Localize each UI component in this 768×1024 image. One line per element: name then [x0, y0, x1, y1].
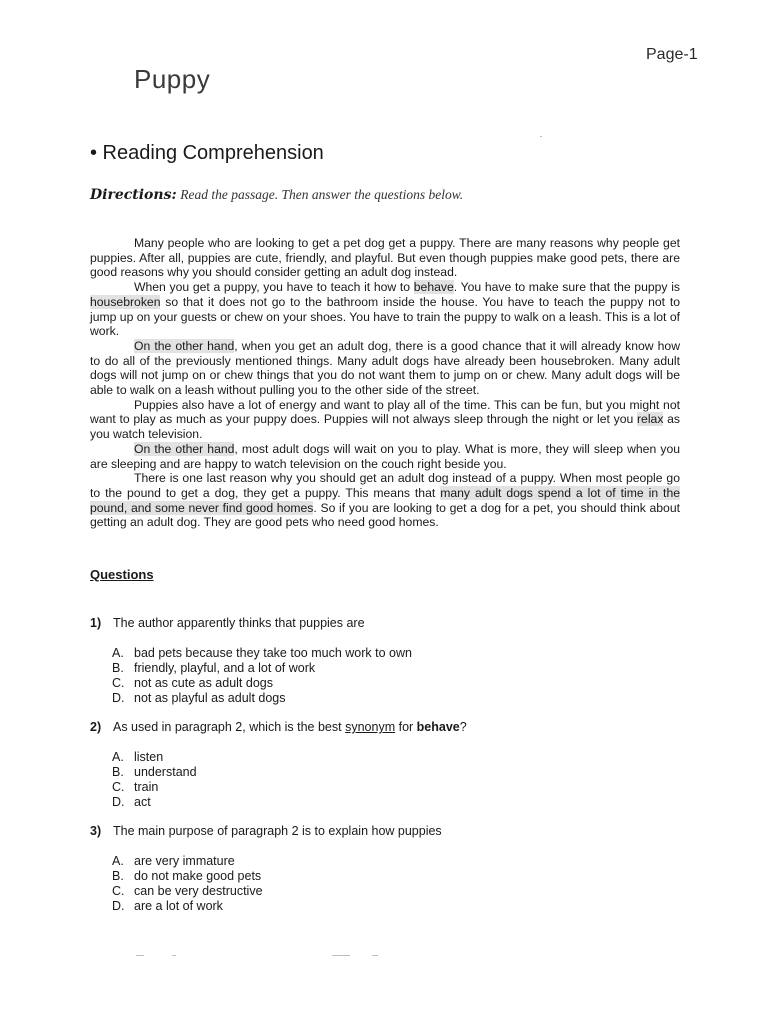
scan-artifact-marks — [136, 955, 386, 959]
paragraph-5 — [90, 442, 680, 471]
answer-options — [112, 854, 690, 914]
questions-heading: Questions — [90, 567, 154, 582]
option-text: are a lot of work — [134, 899, 223, 913]
paragraph-text: There is one last reason why you should get an adult dog instead of a puppy. When most people go to the pound to get a dog, they get a puppy. This means that — [90, 471, 680, 500]
highlight-pound: many adult dogs spend a lot of time in the pound, and some never find good homes — [90, 485, 680, 515]
answer-option[interactable] — [112, 884, 690, 899]
question-2 — [90, 720, 690, 810]
paragraph-3 — [90, 339, 680, 398]
scan-mark — [136, 955, 144, 956]
option-letter: A. — [112, 750, 124, 764]
scan-mark — [372, 955, 378, 956]
question-3 — [90, 824, 690, 914]
question-text: The author apparently thinks that puppies are — [113, 616, 365, 630]
option-letter: C. — [112, 780, 125, 794]
answer-option[interactable] — [112, 854, 690, 869]
question-text: The main purpose of paragraph 2 is to explain how puppies — [113, 824, 442, 838]
answer-option[interactable] — [112, 750, 690, 765]
question-stem — [90, 720, 690, 734]
option-letter: D. — [112, 899, 125, 913]
option-text: are very immature — [134, 854, 235, 868]
highlight-relax: relax — [637, 412, 664, 427]
option-letter: B. — [112, 869, 124, 883]
highlight-on-the-other-hand: On the other hand — [134, 338, 235, 353]
highlight-behave: behave — [413, 280, 454, 295]
option-letter: A. — [112, 854, 124, 868]
paragraph-text: , most adult dogs will wait on you to play. What is more, they will sleep when you are sleeping and are happy to watch television on the couch right beside you. — [90, 441, 680, 471]
question-number: 1) — [90, 616, 102, 630]
highlight-housebroken: housebroken — [90, 294, 161, 309]
option-text: do not make good pets — [134, 869, 262, 883]
paragraph-1: Many people who are looking to get a pet dog get a puppy. There are many reasons why people get puppies. After all, puppies are cute, friendly, and playful. But even though puppies make good pets, there are good reasons why you should consider getting an adult dog instead. — [90, 236, 680, 280]
option-text: listen — [134, 750, 164, 764]
option-letter: C. — [112, 676, 125, 690]
answer-option[interactable] — [112, 780, 690, 795]
bold-word: behave — [416, 720, 460, 734]
highlight-on-the-other-hand: On the other hand — [134, 441, 235, 456]
answer-option[interactable] — [112, 646, 690, 661]
option-letter: B. — [112, 661, 124, 675]
option-text: bad pets because they take too much work to own — [134, 646, 412, 660]
question-number: 2) — [90, 720, 102, 734]
question-text — [113, 720, 467, 734]
page-title: Puppy — [134, 64, 211, 94]
scan-mark — [172, 955, 176, 956]
directions — [90, 187, 463, 203]
option-text: not as cute as adult dogs — [134, 676, 273, 690]
question-stem — [90, 616, 690, 630]
question-text-part: for — [395, 720, 417, 734]
option-letter: C. — [112, 884, 125, 898]
answer-option[interactable] — [112, 765, 690, 780]
answer-option[interactable] — [112, 795, 690, 810]
page-number: Page-1 — [646, 46, 698, 63]
answer-options — [112, 646, 690, 706]
scan-speck — [540, 136, 542, 137]
option-text: friendly, playful, and a lot of work — [134, 661, 316, 675]
question-number: 3) — [90, 824, 102, 838]
section-title: • Reading Comprehension — [90, 142, 324, 164]
option-letter: A. — [112, 646, 124, 660]
directions-text: Read the passage. Then answer the questions below. — [180, 187, 464, 202]
paragraph-text: . You have to make sure that the puppy is — [453, 280, 681, 295]
question-1 — [90, 616, 690, 706]
option-text: not as playful as adult dogs — [134, 691, 286, 705]
paragraph-text: , when you get an adult dog, there is a good chance that it will already know how to do all of the previously mentioned things. Many adult dogs have already been housebroken. Many adult dogs will not jump on or chew things that you do not want them to jump on or chew. Many adult dogs will be able to walk on a leash without pulling you to the other side of the street. — [90, 338, 681, 398]
question-text-part: As used in paragraph 2, which is the best — [113, 720, 346, 734]
option-text: understand — [134, 765, 197, 779]
answer-options — [112, 750, 690, 810]
question-text-part: ? — [459, 720, 467, 734]
option-letter: D. — [112, 691, 125, 705]
paragraph-text: Puppies also have a lot of energy and want to play all of the time. This can be fun, but you might not want to play as much as your puppy does. Puppies will not always sleep through the night or let you — [90, 397, 680, 427]
paragraph-text: . So if you are looking to get a dog for a pet, you should think about getting an adult dog. They are good pets who need good homes. — [90, 500, 680, 530]
answer-option[interactable] — [112, 869, 690, 884]
option-letter: D. — [112, 795, 125, 809]
option-letter: B. — [112, 765, 124, 779]
answer-option[interactable] — [112, 691, 690, 706]
scan-mark — [332, 955, 350, 956]
answer-option[interactable] — [112, 899, 690, 914]
reading-passage — [90, 236, 680, 530]
paragraph-text: When you get a puppy, you have to teach it how to — [134, 280, 414, 295]
answer-option[interactable] — [112, 676, 690, 691]
answer-option[interactable] — [112, 661, 690, 676]
underlined-word: synonym — [345, 720, 396, 734]
paragraph-4 — [90, 398, 680, 442]
paragraph-6 — [90, 471, 680, 530]
paragraph-2 — [90, 280, 680, 339]
directions-label: Directions: — [90, 187, 177, 203]
option-text: train — [134, 780, 159, 794]
paragraph-text: so that it does not go to the bathroom inside the house. You have to teach the puppy not to jump up on your guests or chew on your shoes. You have to train the puppy to walk on a leash. This is a lot of work. — [90, 294, 680, 339]
question-stem — [90, 824, 690, 838]
option-text: can be very destructive — [134, 884, 263, 898]
option-text: act — [134, 795, 151, 809]
paragraph-text: as you watch television. — [90, 412, 680, 442]
